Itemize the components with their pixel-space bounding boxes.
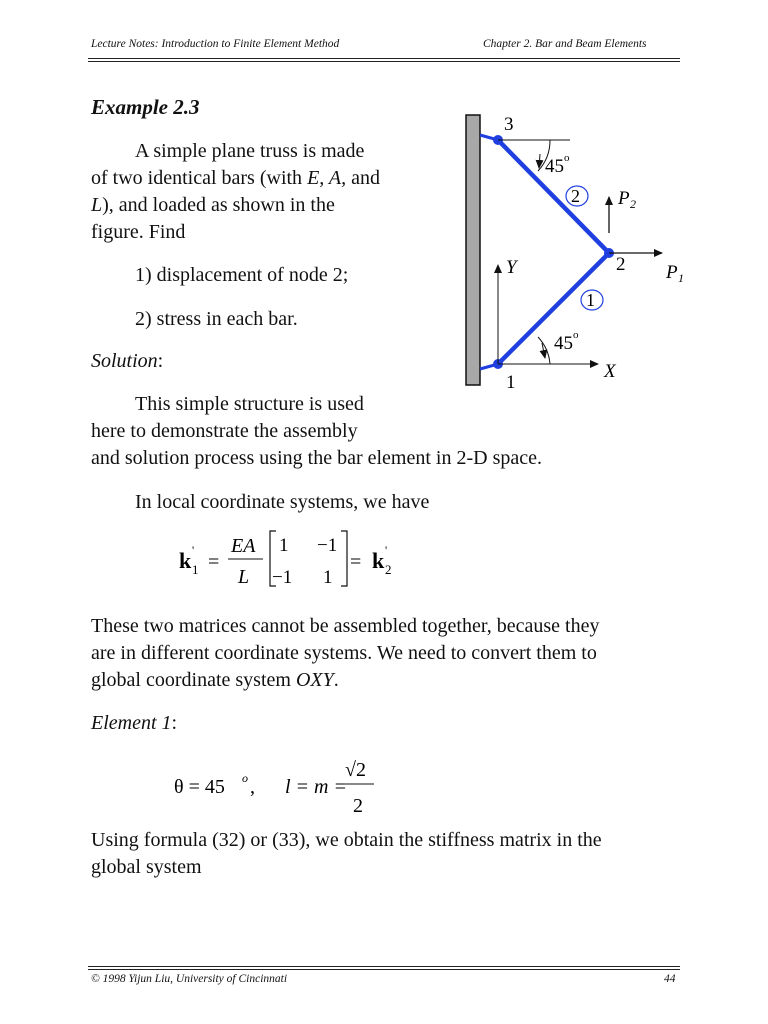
element-2-label: 2	[571, 186, 580, 206]
k1-symbol: k	[179, 548, 192, 573]
matrix-cell-22: 1	[323, 567, 333, 588]
intro-line-1: A simple plane truss is made	[135, 140, 365, 162]
p2-subscript: 2	[630, 197, 636, 211]
y-axis-label: Y	[506, 257, 517, 278]
task-1: 1) displacement of node 2;	[135, 264, 349, 286]
p1-label: P	[666, 262, 678, 283]
node-3-label: 3	[504, 114, 514, 135]
p1-subscript: 1	[678, 271, 684, 285]
theta-degree: o	[242, 771, 248, 785]
x-axis-label: X	[604, 361, 616, 382]
matrix-equation	[175, 526, 415, 592]
fixed-wall	[466, 115, 480, 385]
element-1-label: 1	[586, 290, 595, 310]
para2-line-1: These two matrices cannot be assembled together, because they	[91, 615, 600, 637]
intro-line-2: of two identical bars (with E, A, and	[91, 167, 381, 189]
matrix-cell-11: 1	[279, 535, 289, 556]
page-number: 44	[664, 973, 676, 985]
para1-line-3: and solution process using the bar element in 2-D space.	[91, 447, 542, 469]
header-rule	[88, 58, 680, 59]
solution-label: Solution:	[91, 350, 164, 372]
angle-bottom-label: 45	[554, 333, 573, 354]
angle-arrow-top	[539, 154, 540, 168]
para3-line-2: global system	[91, 856, 202, 878]
k2-symbol: k	[372, 548, 385, 573]
lm-denominator: 2	[353, 795, 363, 817]
para2-line-2: are in different coordinate systems. We need to convert them to	[91, 642, 597, 664]
header-rule-2	[88, 61, 680, 62]
footer-rule-2	[88, 969, 680, 970]
local-text: In local coordinate systems, we have	[135, 491, 430, 513]
k1-prime: '	[192, 543, 195, 557]
intro-line-4: figure. Find	[91, 221, 186, 243]
l-denominator: L	[238, 566, 250, 588]
header-right: Chapter 2. Bar and Beam Elements	[483, 38, 647, 50]
para3-line-1: Using formula (32) or (33), we obtain the stiffness matrix in the	[91, 829, 602, 851]
equals-1: =	[208, 551, 220, 573]
lm-expression: l = m =	[285, 776, 347, 798]
footer-rule	[88, 966, 680, 967]
para1-line-1: This simple structure is used	[135, 393, 364, 415]
task-2: 2) stress in each bar.	[135, 308, 298, 330]
element1-label: Element 1:	[91, 712, 178, 734]
right-bracket	[341, 531, 347, 586]
truss-figure	[450, 105, 700, 405]
matrix-cell-21: −1	[272, 567, 293, 588]
k1-subscript: 1	[192, 562, 199, 577]
intro-line-3: L), and loaded as shown in the	[91, 194, 335, 216]
para1-line-2: here to demonstrate the assembly	[91, 420, 358, 442]
angle-top-label: 45	[545, 156, 564, 177]
theta-equation	[170, 750, 390, 822]
node-1-label: 1	[506, 372, 516, 393]
k2-prime: '	[385, 543, 388, 557]
header-left: Lecture Notes: Introduction to Finite Element Method	[91, 38, 340, 50]
ea-numerator: EA	[231, 535, 256, 557]
matrix-cell-12: −1	[317, 535, 338, 556]
theta-comma: ,	[250, 776, 255, 798]
p2-label: P	[618, 188, 630, 209]
footer-left: © 1998 Yijun Liu, University of Cincinnati	[91, 973, 288, 985]
para2-line-3: global coordinate system OXY.	[91, 669, 339, 691]
k2-subscript: 2	[385, 562, 392, 577]
sqrt-two: √2	[345, 759, 366, 781]
theta-value: θ = 45	[174, 776, 225, 798]
node-2-label: 2	[616, 254, 626, 275]
example-title: Example 2.3	[91, 95, 200, 119]
equals-2: =	[350, 551, 362, 573]
angle-bottom-degree: o	[573, 329, 579, 341]
angle-top-degree: o	[564, 152, 570, 164]
